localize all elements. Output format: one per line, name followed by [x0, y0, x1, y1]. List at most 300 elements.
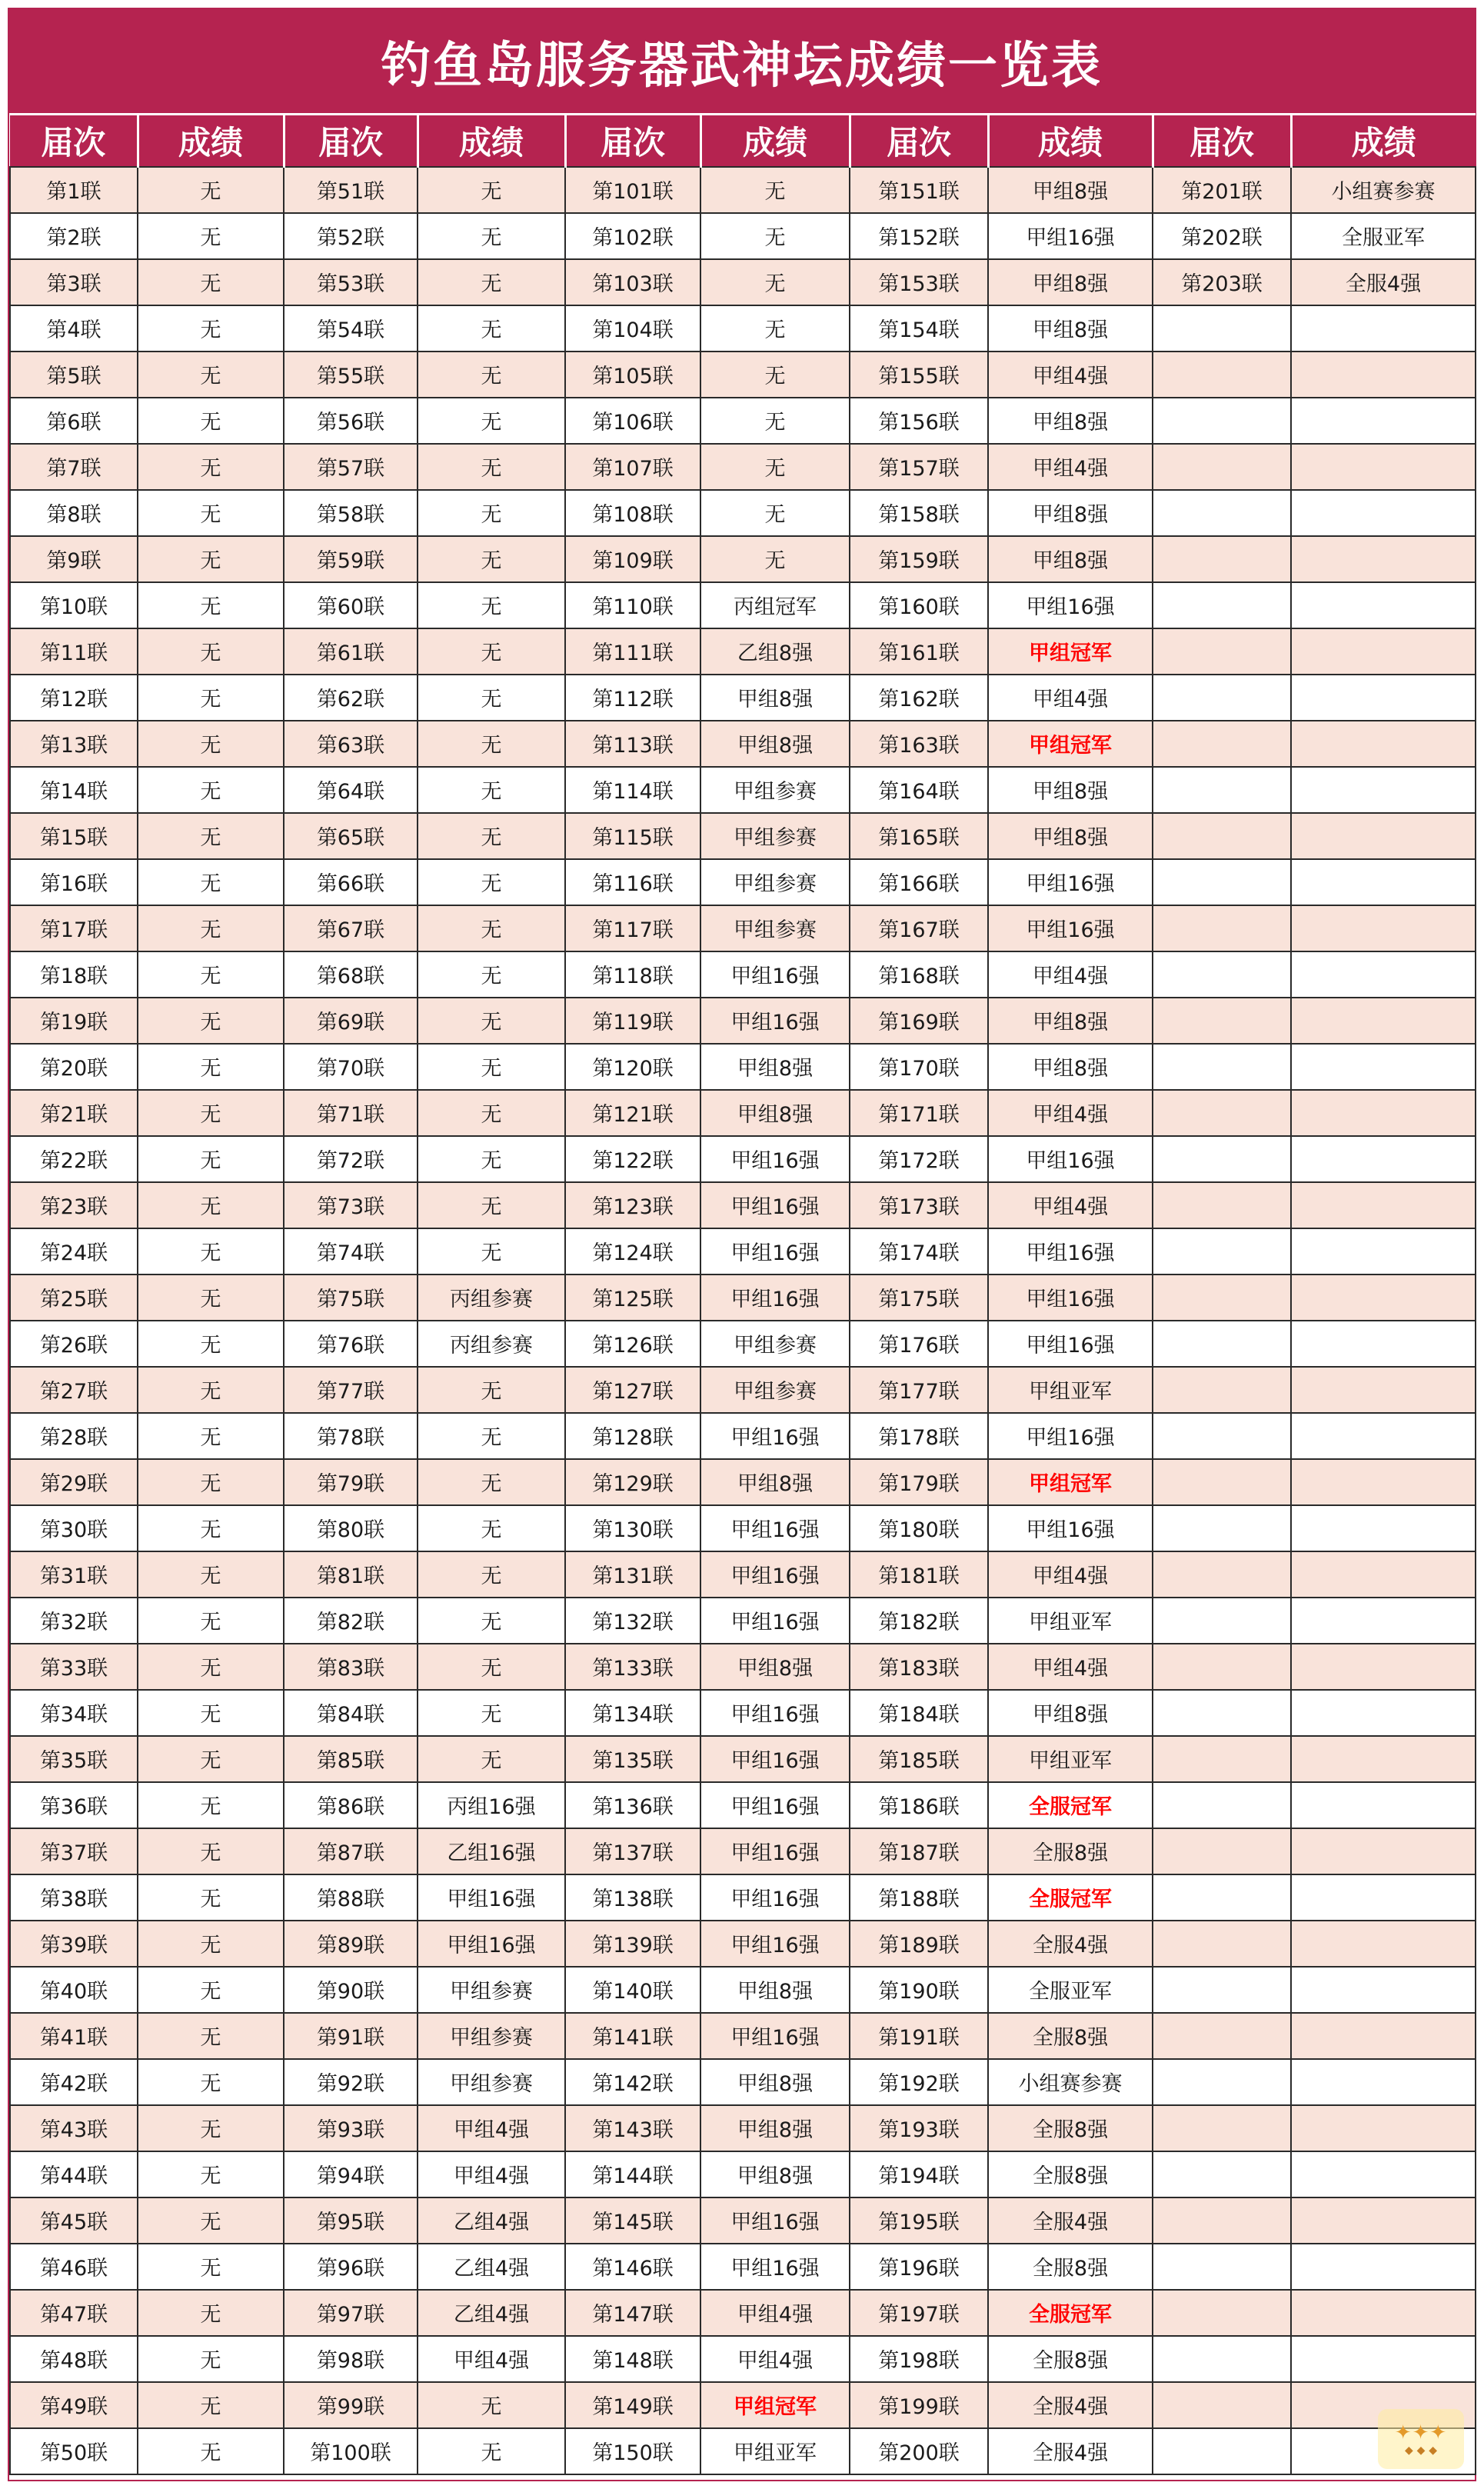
table-row: [10, 1228, 1476, 1274]
table-row: [10, 905, 1476, 951]
result-cell: 无: [418, 951, 565, 998]
table-row: [10, 628, 1476, 675]
session-cell: 第46联: [10, 2244, 138, 2290]
session-cell: 第31联: [10, 1551, 138, 1598]
result-cell: 无: [138, 1690, 284, 1736]
table-row: [10, 1413, 1476, 1459]
result-cell: 无: [418, 1690, 565, 1736]
session-cell: 第42联: [10, 2059, 138, 2105]
session-cell: 第71联: [284, 1090, 418, 1136]
result-cell: 无: [418, 259, 565, 305]
result-cell: 甲组8强: [700, 1459, 850, 1505]
column-header: 成绩: [700, 115, 850, 167]
session-cell: 第78联: [284, 1413, 418, 1459]
result-cell: 无: [418, 444, 565, 490]
result-cell: 无: [138, 1874, 284, 1921]
session-cell: 第159联: [850, 536, 988, 582]
session-cell: 第13联: [10, 721, 138, 767]
session-cell: 第102联: [565, 213, 700, 259]
result-cell: 甲组8强: [988, 167, 1153, 213]
result-cell: [1291, 767, 1476, 813]
session-cell: 第195联: [850, 2197, 988, 2244]
session-cell: 第128联: [565, 1413, 700, 1459]
session-cell: 第193联: [850, 2105, 988, 2151]
session-cell: 第123联: [565, 1182, 700, 1228]
result-cell: [1291, 1874, 1476, 1921]
session-cell: 第96联: [284, 2244, 418, 2290]
session-cell: 第99联: [284, 2382, 418, 2428]
result-cell: 甲组8强: [988, 536, 1153, 582]
session-cell: 第73联: [284, 1182, 418, 1228]
result-cell: 无: [418, 1551, 565, 1598]
session-cell: 第144联: [565, 2151, 700, 2197]
session-cell: 第135联: [565, 1736, 700, 1782]
result-cell: 甲组16强: [700, 1136, 850, 1182]
result-cell: 乙组8强: [700, 628, 850, 675]
session-cell: 第24联: [10, 1228, 138, 1274]
result-cell: 无: [138, 721, 284, 767]
session-cell: 第52联: [284, 213, 418, 259]
result-cell: 无: [138, 859, 284, 905]
result-cell: 无: [138, 1921, 284, 1967]
session-cell: [1153, 1967, 1291, 2013]
session-cell: 第120联: [565, 1044, 700, 1090]
result-cell: [1291, 1690, 1476, 1736]
session-cell: [1153, 1736, 1291, 1782]
session-cell: 第179联: [850, 1459, 988, 1505]
result-cell: 全服亚军: [1291, 213, 1476, 259]
result-cell: 甲组4强: [988, 444, 1153, 490]
session-cell: 第166联: [850, 859, 988, 905]
result-cell: 无: [138, 213, 284, 259]
result-cell: 丙组参赛: [418, 1321, 565, 1367]
session-cell: 第137联: [565, 1828, 700, 1874]
result-cell: 无: [418, 1136, 565, 1182]
result-cell: 无: [138, 1967, 284, 2013]
result-cell: 甲组16强: [988, 1413, 1153, 1459]
result-cell: [1291, 1367, 1476, 1413]
result-cell: [1291, 444, 1476, 490]
column-header: 成绩: [138, 115, 284, 167]
result-cell: 全服4强: [988, 2197, 1153, 2244]
result-cell: 甲组8强: [700, 2105, 850, 2151]
session-cell: 第57联: [284, 444, 418, 490]
session-cell: 第114联: [565, 767, 700, 813]
session-cell: [1153, 1136, 1291, 1182]
session-cell: [1153, 1459, 1291, 1505]
session-cell: 第118联: [565, 951, 700, 998]
table-row: [10, 1782, 1476, 1828]
session-cell: 第85联: [284, 1736, 418, 1782]
session-cell: 第101联: [565, 167, 700, 213]
result-cell: 丙组参赛: [418, 1274, 565, 1321]
session-cell: 第185联: [850, 1736, 988, 1782]
table-row: [10, 398, 1476, 444]
result-cell: 无: [138, 2428, 284, 2474]
result-cell: 无: [138, 1136, 284, 1182]
result-cell: 乙组16强: [418, 1828, 565, 1874]
result-cell: 甲组16强: [418, 1921, 565, 1967]
result-cell: 甲组16强: [700, 1736, 850, 1782]
result-cell: 无: [418, 905, 565, 951]
result-cell: 全服8强: [988, 1828, 1153, 1874]
session-cell: 第180联: [850, 1505, 988, 1551]
result-cell: 无: [700, 444, 850, 490]
result-cell: 甲组亚军: [988, 1736, 1153, 1782]
session-cell: 第70联: [284, 1044, 418, 1090]
result-cell: 无: [138, 1736, 284, 1782]
session-cell: 第140联: [565, 1967, 700, 2013]
result-cell: [1291, 1736, 1476, 1782]
result-cell: 甲组4强: [418, 2105, 565, 2151]
result-cell: 甲组4强: [988, 1644, 1153, 1690]
table-row: [10, 259, 1476, 305]
result-cell: 甲组8强: [700, 1644, 850, 1690]
result-cell: 无: [418, 490, 565, 536]
session-cell: 第39联: [10, 1921, 138, 1967]
session-cell: 第41联: [10, 2013, 138, 2059]
session-cell: 第27联: [10, 1367, 138, 1413]
session-cell: 第30联: [10, 1505, 138, 1551]
table-row: [10, 536, 1476, 582]
table-row: [10, 1459, 1476, 1505]
session-cell: [1153, 2382, 1291, 2428]
result-cell: [1291, 1090, 1476, 1136]
session-cell: 第55联: [284, 352, 418, 398]
result-cell: [1291, 2244, 1476, 2290]
result-cell: 无: [138, 905, 284, 951]
session-cell: 第132联: [565, 1598, 700, 1644]
session-cell: [1153, 675, 1291, 721]
column-header: 届次: [1153, 115, 1291, 167]
session-cell: 第20联: [10, 1044, 138, 1090]
session-cell: 第156联: [850, 398, 988, 444]
table-row: [10, 1367, 1476, 1413]
session-cell: 第192联: [850, 2059, 988, 2105]
session-cell: 第59联: [284, 536, 418, 582]
result-cell: [1291, 1644, 1476, 1690]
session-cell: 第145联: [565, 2197, 700, 2244]
result-cell: 无: [138, 1598, 284, 1644]
session-cell: 第93联: [284, 2105, 418, 2151]
result-cell: [1291, 721, 1476, 767]
result-cell: 无: [418, 167, 565, 213]
session-cell: 第66联: [284, 859, 418, 905]
session-cell: [1153, 2197, 1291, 2244]
result-cell: [1291, 1321, 1476, 1367]
session-cell: 第154联: [850, 305, 988, 352]
table-row: [10, 1644, 1476, 1690]
result-cell: 无: [418, 1459, 565, 1505]
result-cell: 甲组16强: [700, 2244, 850, 2290]
session-cell: [1153, 398, 1291, 444]
session-cell: [1153, 2059, 1291, 2105]
result-cell: 无: [138, 490, 284, 536]
session-cell: 第29联: [10, 1459, 138, 1505]
result-cell: 甲组4强: [700, 2290, 850, 2336]
session-cell: 第142联: [565, 2059, 700, 2105]
result-cell: 无: [138, 2059, 284, 2105]
session-cell: [1153, 1274, 1291, 1321]
session-cell: 第162联: [850, 675, 988, 721]
result-cell: 甲组8强: [988, 813, 1153, 859]
session-cell: 第2联: [10, 213, 138, 259]
session-cell: 第79联: [284, 1459, 418, 1505]
table-row: [10, 1921, 1476, 1967]
result-cell: 无: [138, 998, 284, 1044]
result-cell: 无: [138, 398, 284, 444]
session-cell: 第16联: [10, 859, 138, 905]
result-cell: 无: [418, 1505, 565, 1551]
result-cell: 全服8强: [988, 2013, 1153, 2059]
session-cell: 第191联: [850, 2013, 988, 2059]
session-cell: 第181联: [850, 1551, 988, 1598]
result-cell: 全服冠军: [988, 1874, 1153, 1921]
session-cell: 第124联: [565, 1228, 700, 1274]
result-cell: 无: [418, 1644, 565, 1690]
result-cell: 无: [418, 305, 565, 352]
result-cell: 全服冠军: [988, 2290, 1153, 2336]
session-cell: 第38联: [10, 1874, 138, 1921]
result-cell: 甲组4强: [988, 1090, 1153, 1136]
result-cell: 无: [418, 721, 565, 767]
table-row: [10, 1598, 1476, 1644]
session-cell: 第133联: [565, 1644, 700, 1690]
session-cell: 第36联: [10, 1782, 138, 1828]
session-cell: 第1联: [10, 167, 138, 213]
session-cell: 第130联: [565, 1505, 700, 1551]
result-cell: 无: [138, 2382, 284, 2428]
session-cell: [1153, 859, 1291, 905]
result-cell: 无: [418, 213, 565, 259]
result-cell: [1291, 1828, 1476, 1874]
session-cell: 第18联: [10, 951, 138, 998]
result-cell: 全服亚军: [988, 1967, 1153, 2013]
result-cell: 甲组参赛: [418, 2013, 565, 2059]
result-cell: 甲组4强: [418, 2151, 565, 2197]
result-cell: 甲组16强: [700, 1690, 850, 1736]
session-cell: 第155联: [850, 352, 988, 398]
session-cell: 第188联: [850, 1874, 988, 1921]
session-cell: 第63联: [284, 721, 418, 767]
table-row: [10, 2290, 1476, 2336]
result-cell: 无: [138, 1459, 284, 1505]
result-cell: 甲组16强: [700, 1228, 850, 1274]
session-cell: 第110联: [565, 582, 700, 628]
result-cell: 甲组8强: [700, 1967, 850, 2013]
session-cell: 第107联: [565, 444, 700, 490]
session-cell: 第82联: [284, 1598, 418, 1644]
result-cell: 无: [700, 305, 850, 352]
session-cell: [1153, 444, 1291, 490]
result-cell: 无: [418, 2382, 565, 2428]
table-row: [10, 2428, 1476, 2474]
session-cell: 第136联: [565, 1782, 700, 1828]
result-cell: 甲组16强: [988, 905, 1153, 951]
result-cell: 无: [138, 1274, 284, 1321]
result-cell: 甲组参赛: [418, 1967, 565, 2013]
session-cell: 第72联: [284, 1136, 418, 1182]
result-cell: 甲组4强: [988, 951, 1153, 998]
result-cell: 无: [138, 1090, 284, 1136]
result-cell: 无: [418, 1736, 565, 1782]
result-cell: 无: [418, 675, 565, 721]
session-cell: 第198联: [850, 2336, 988, 2382]
session-cell: [1153, 1828, 1291, 1874]
session-cell: 第5联: [10, 352, 138, 398]
session-cell: 第76联: [284, 1321, 418, 1367]
result-cell: [1291, 1459, 1476, 1505]
table-row: [10, 490, 1476, 536]
column-header: 成绩: [418, 115, 565, 167]
session-cell: 第141联: [565, 2013, 700, 2059]
result-cell: 甲组16强: [988, 1228, 1153, 1274]
column-header: 届次: [10, 115, 138, 167]
result-cell: 无: [138, 1505, 284, 1551]
result-cell: 无: [138, 352, 284, 398]
table-row: [10, 1828, 1476, 1874]
session-cell: 第131联: [565, 1551, 700, 1598]
table-row: [10, 1551, 1476, 1598]
session-cell: 第25联: [10, 1274, 138, 1321]
result-cell: 无: [138, 951, 284, 998]
session-cell: [1153, 905, 1291, 951]
session-cell: 第105联: [565, 352, 700, 398]
session-cell: 第23联: [10, 1182, 138, 1228]
session-cell: 第126联: [565, 1321, 700, 1367]
session-cell: 第84联: [284, 1690, 418, 1736]
result-cell: 甲组8强: [700, 2151, 850, 2197]
session-cell: 第80联: [284, 1505, 418, 1551]
session-cell: 第157联: [850, 444, 988, 490]
session-cell: 第40联: [10, 1967, 138, 2013]
result-cell: [1291, 813, 1476, 859]
result-cell: [1291, 398, 1476, 444]
table-row: [10, 2013, 1476, 2059]
result-cell: 甲组亚军: [700, 2428, 850, 2474]
result-cell: [1291, 1551, 1476, 1598]
column-header: 届次: [850, 115, 988, 167]
session-cell: [1153, 951, 1291, 998]
result-cell: 甲组8强: [988, 1690, 1153, 1736]
session-cell: 第65联: [284, 813, 418, 859]
session-cell: 第74联: [284, 1228, 418, 1274]
result-cell: 无: [138, 2290, 284, 2336]
session-cell: 第58联: [284, 490, 418, 536]
session-cell: 第56联: [284, 398, 418, 444]
table-row: [10, 213, 1476, 259]
session-cell: 第8联: [10, 490, 138, 536]
session-cell: 第54联: [284, 305, 418, 352]
session-cell: [1153, 721, 1291, 767]
session-cell: 第183联: [850, 1644, 988, 1690]
session-cell: 第172联: [850, 1136, 988, 1182]
result-cell: 无: [138, 1044, 284, 1090]
session-cell: 第91联: [284, 2013, 418, 2059]
session-cell: 第119联: [565, 998, 700, 1044]
result-cell: [1291, 2105, 1476, 2151]
session-cell: 第122联: [565, 1136, 700, 1182]
result-cell: 无: [700, 352, 850, 398]
result-cell: 甲组8强: [700, 1044, 850, 1090]
table-row: [10, 1874, 1476, 1921]
session-cell: 第50联: [10, 2428, 138, 2474]
session-cell: [1153, 998, 1291, 1044]
result-cell: 无: [138, 536, 284, 582]
session-cell: 第49联: [10, 2382, 138, 2428]
result-cell: 无: [138, 2244, 284, 2290]
session-cell: 第60联: [284, 582, 418, 628]
result-cell: [1291, 1967, 1476, 2013]
session-cell: 第199联: [850, 2382, 988, 2428]
table-row: [10, 1136, 1476, 1182]
result-cell: 无: [138, 1321, 284, 1367]
session-cell: 第182联: [850, 1598, 988, 1644]
session-cell: 第175联: [850, 1274, 988, 1321]
result-cell: 全服冠军: [988, 1782, 1153, 1828]
table-row: [10, 1044, 1476, 1090]
result-cell: [1291, 1274, 1476, 1321]
result-cell: 甲组8强: [700, 721, 850, 767]
session-cell: [1153, 628, 1291, 675]
session-cell: [1153, 1044, 1291, 1090]
session-cell: 第108联: [565, 490, 700, 536]
table-row: [10, 2244, 1476, 2290]
result-cell: 无: [418, 1044, 565, 1090]
session-cell: 第34联: [10, 1690, 138, 1736]
table-row: [10, 859, 1476, 905]
result-cell: 乙组4强: [418, 2197, 565, 2244]
result-cell: 无: [138, 582, 284, 628]
session-cell: 第173联: [850, 1182, 988, 1228]
result-cell: 全服8强: [988, 2105, 1153, 2151]
page-title: 钓鱼岛服务器武神坛成绩一览表: [9, 9, 1475, 113]
session-cell: 第151联: [850, 167, 988, 213]
session-cell: 第165联: [850, 813, 988, 859]
session-cell: 第109联: [565, 536, 700, 582]
result-cell: 甲组参赛: [700, 1321, 850, 1367]
result-cell: [1291, 2059, 1476, 2105]
session-cell: 第14联: [10, 767, 138, 813]
session-cell: 第88联: [284, 1874, 418, 1921]
result-cell: 甲组16强: [700, 1828, 850, 1874]
result-cell: 小组赛参赛: [988, 2059, 1153, 2105]
session-cell: 第12联: [10, 675, 138, 721]
session-cell: 第103联: [565, 259, 700, 305]
session-cell: [1153, 1782, 1291, 1828]
session-cell: [1153, 2105, 1291, 2151]
result-cell: 无: [418, 1182, 565, 1228]
session-cell: 第37联: [10, 1828, 138, 1874]
table-body: [10, 167, 1476, 2474]
session-cell: 第116联: [565, 859, 700, 905]
session-cell: [1153, 1321, 1291, 1367]
session-cell: [1153, 1413, 1291, 1459]
session-cell: 第161联: [850, 628, 988, 675]
result-cell: [1291, 2151, 1476, 2197]
result-cell: 无: [138, 2151, 284, 2197]
session-cell: [1153, 2151, 1291, 2197]
session-cell: [1153, 2336, 1291, 2382]
session-cell: [1153, 2244, 1291, 2290]
session-cell: 第89联: [284, 1921, 418, 1967]
session-cell: 第100联: [284, 2428, 418, 2474]
result-cell: 甲组冠军: [988, 721, 1153, 767]
session-cell: 第113联: [565, 721, 700, 767]
session-cell: 第92联: [284, 2059, 418, 2105]
result-cell: 甲组16强: [700, 1551, 850, 1598]
session-cell: [1153, 2013, 1291, 2059]
